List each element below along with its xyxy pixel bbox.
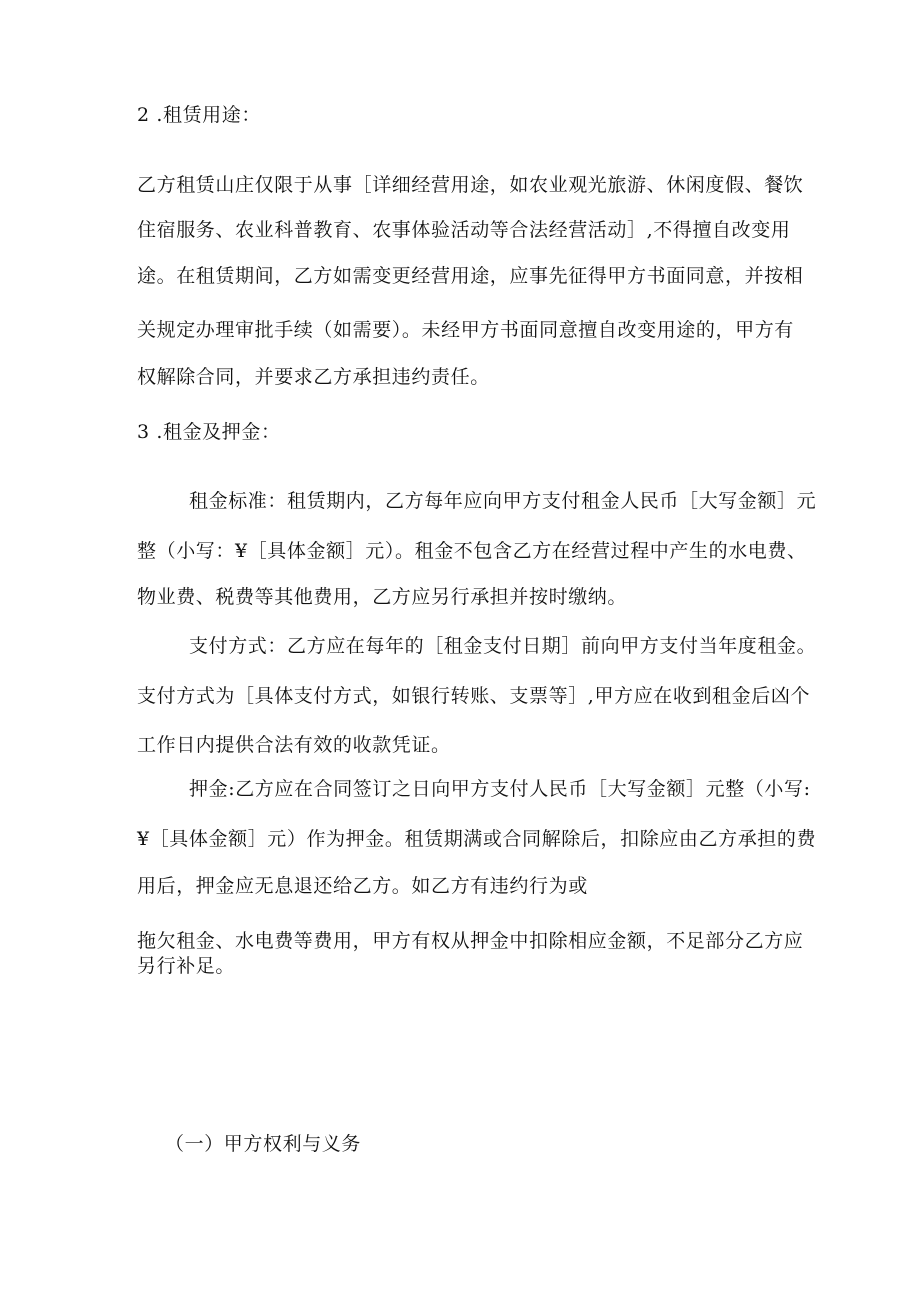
payment-line-3: 工作日内提供合法有效的收款凭证。 <box>137 734 451 756</box>
usage-line-3: 途。在租赁期间，乙方如需变更经营用途，应事先征得甲方书面同意，并按相 <box>137 265 804 287</box>
rent-standard-line-3: 物业费、税费等其他费用，乙方应另行承担并按时缴纳。 <box>137 586 628 608</box>
deposit-line-5: 另行补足。 <box>137 955 236 977</box>
payment-line-2: 支付方式为［具体支付方式，如银行转账、支票等］,甲方应在收到租金后凶个 <box>137 685 811 707</box>
usage-line-1: 乙方租赁山庄仅限于从事［详细经营用途，如农业观光旅游、休闲度假、餐饮 <box>137 174 804 196</box>
usage-line-4: 关规定办理审批手续（如需要）。未经甲方书面同意擅自改变用途的，甲方有 <box>137 319 794 341</box>
rent-standard-line-2: 整（小写：¥［具体金额］元）。租金不包含乙方在经营过程中产生的水电费、 <box>137 540 807 562</box>
deposit-line-4: 拖欠租金、水电费等费用，甲方有权从押金中扣除相应金额，不足部分乙方应 <box>137 930 804 952</box>
payment-line-1: 支付方式：乙方应在每年的［租金支付日期］前向甲方支付当年度租金。 <box>189 635 817 657</box>
deposit-line-3: 用后，押金应无息退还给乙方。如乙方有违约行为或 <box>137 875 588 897</box>
deposit-line-1: 押金:乙方应在合同签订之日向甲方支付人民币［大写金额］元整（小写: <box>189 778 811 800</box>
usage-heading: 2 .租赁用途： <box>137 104 261 126</box>
party-a-heading: （一）甲方权利与义务 <box>165 1133 362 1155</box>
rent-heading: 3 .租金及押金： <box>137 421 281 443</box>
deposit-line-2: ¥［具体金额］元）作为押金。租赁期满或合同解除后，扣除应由乙方承担的费 <box>137 828 817 850</box>
usage-line-2: 住宿服务、农业科普教育、农事体验活动等合法经营活动］,不得擅自改变用 <box>137 219 791 241</box>
rent-standard-line-1: 租金标准：租赁期内，乙方每年应向甲方支付租金人民币［大写金额］元 <box>189 490 817 512</box>
usage-line-5: 权解除合同，并要求乙方承担违约责任。 <box>137 366 490 388</box>
